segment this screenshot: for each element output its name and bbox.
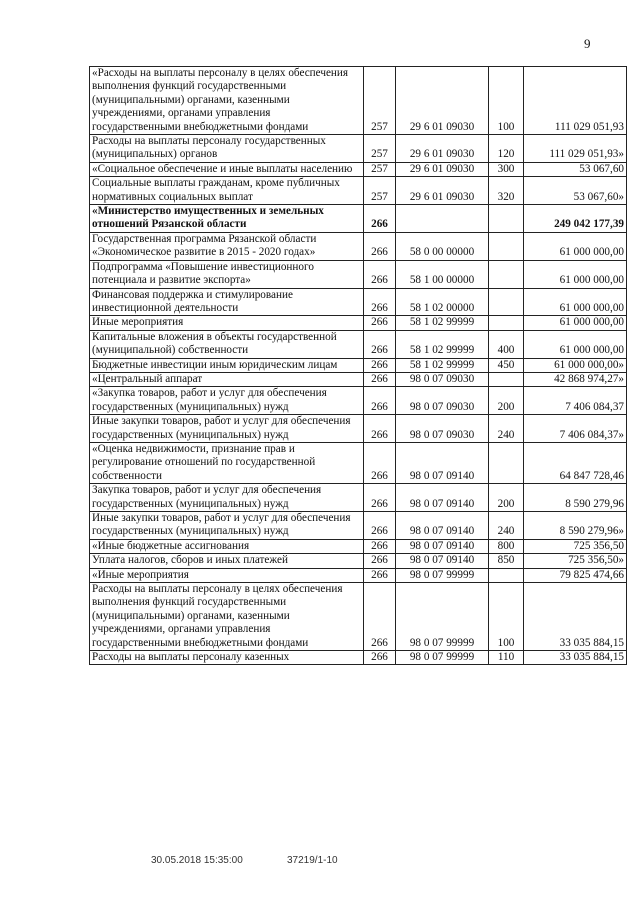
table-row	[90, 316, 627, 330]
row-ved: 266	[364, 330, 396, 358]
row-sum: 64 847 728,46	[524, 442, 627, 483]
page-number: 9	[584, 36, 591, 51]
row-vr	[489, 442, 524, 483]
row-csr: 98 0 07 99999	[396, 651, 489, 665]
table-row	[90, 260, 627, 288]
row-vr	[489, 232, 524, 260]
row-sum: 7 406 084,37	[524, 387, 627, 415]
row-ved: 266	[364, 415, 396, 443]
row-name: «Оценка недвижимости, признание прав и регулирование отношений по государственной собственности	[90, 442, 364, 483]
row-name: Расходы на выплаты персоналу казенных	[90, 651, 364, 665]
row-vr	[489, 372, 524, 386]
row-sum: 111 029 051,93»	[524, 135, 627, 163]
budget-table	[89, 66, 627, 665]
table-row	[90, 135, 627, 163]
row-sum: 33 035 884,15	[524, 651, 627, 665]
row-vr: 300	[489, 162, 524, 176]
row-sum: 8 590 279,96»	[524, 512, 627, 540]
row-csr: 29 6 01 09030	[396, 162, 489, 176]
row-vr	[489, 288, 524, 316]
row-ved: 266	[364, 372, 396, 386]
row-vr: 100	[489, 67, 524, 135]
row-name: Иные закупки товаров, работ и услуг для обеспечения государственных (муниципальных) нужд	[90, 415, 364, 443]
row-vr: 100	[489, 583, 524, 651]
row-csr: 58 0 00 00000	[396, 232, 489, 260]
row-name: «Закупка товаров, работ и услуг для обеспечения государственных (муниципальных) нужд	[90, 387, 364, 415]
row-csr: 98 0 07 09140	[396, 484, 489, 512]
row-name: «Расходы на выплаты персоналу в целях обеспечения выполнения функций государственными (муниципальными) органами, казенными учреждениями, органами управления государственными внебюджетными фондами	[90, 67, 364, 135]
row-csr: 29 6 01 09030	[396, 177, 489, 205]
row-sum: 61 000 000,00	[524, 330, 627, 358]
row-name: «Иные мероприятия	[90, 568, 364, 582]
row-ved: 266	[364, 316, 396, 330]
row-sum: 725 356,50»	[524, 554, 627, 568]
footer-date: 30.05.2018 15:35:00	[151, 855, 243, 866]
footer-document-code: 37219/1-10	[287, 855, 338, 866]
row-sum: 53 067,60	[524, 162, 627, 176]
row-ved: 266	[364, 554, 396, 568]
table-row	[90, 583, 627, 651]
row-vr: 240	[489, 415, 524, 443]
row-ved: 257	[364, 177, 396, 205]
row-ved: 266	[364, 512, 396, 540]
row-ved: 266	[364, 568, 396, 582]
row-ved: 257	[364, 135, 396, 163]
row-sum: 42 868 974,27»	[524, 372, 627, 386]
row-name: Социальные выплаты гражданам, кроме публичных нормативных социальных выплат	[90, 177, 364, 205]
row-csr: 98 0 07 09030	[396, 415, 489, 443]
row-csr: 98 0 07 09140	[396, 539, 489, 553]
row-ved: 266	[364, 232, 396, 260]
row-name: «Министерство имущественных и земельных отношений Рязанской области	[90, 205, 364, 233]
row-sum: 8 590 279,96	[524, 484, 627, 512]
row-csr: 98 0 07 09030	[396, 372, 489, 386]
row-sum: 61 000 000,00	[524, 288, 627, 316]
row-vr: 850	[489, 554, 524, 568]
row-csr: 98 0 07 09140	[396, 512, 489, 540]
row-ved: 266	[364, 260, 396, 288]
row-vr: 320	[489, 177, 524, 205]
budget-table-body	[90, 67, 627, 665]
row-vr	[489, 260, 524, 288]
row-vr	[489, 316, 524, 330]
row-vr	[489, 205, 524, 233]
row-csr: 98 0 07 09140	[396, 442, 489, 483]
row-sum: 111 029 051,93	[524, 67, 627, 135]
row-name: «Социальное обеспечение и иные выплаты населению	[90, 162, 364, 176]
table-row-ministry	[90, 205, 627, 233]
row-sum: 33 035 884,15	[524, 583, 627, 651]
row-ved: 266	[364, 205, 396, 233]
row-csr: 29 6 01 09030	[396, 67, 489, 135]
row-name: Расходы на выплаты персоналу государственных (муниципальных) органов	[90, 135, 364, 163]
row-csr: 58 1 00 00000	[396, 260, 489, 288]
table-row	[90, 568, 627, 582]
table-row	[90, 415, 627, 443]
row-name: Иные мероприятия	[90, 316, 364, 330]
row-vr: 120	[489, 135, 524, 163]
table-row	[90, 177, 627, 205]
row-sum: 7 406 084,37»	[524, 415, 627, 443]
row-csr: 98 0 07 99999	[396, 568, 489, 582]
row-ved: 266	[364, 288, 396, 316]
row-vr: 110	[489, 651, 524, 665]
row-name: Иные закупки товаров, работ и услуг для обеспечения государственных (муниципальных) нужд	[90, 512, 364, 540]
row-ved: 266	[364, 651, 396, 665]
table-row	[90, 358, 627, 372]
row-name: Государственная программа Рязанской области «Экономическое развитие в 2015 - 2020 годах»	[90, 232, 364, 260]
row-sum: 61 000 000,00»	[524, 358, 627, 372]
row-csr: 58 1 02 00000	[396, 288, 489, 316]
row-vr: 400	[489, 330, 524, 358]
row-sum: 53 067,60»	[524, 177, 627, 205]
row-vr: 200	[489, 387, 524, 415]
table-row	[90, 539, 627, 553]
row-sum: 61 000 000,00	[524, 260, 627, 288]
row-csr	[396, 205, 489, 233]
row-name: Бюджетные инвестиции иным юридическим лицам	[90, 358, 364, 372]
table-row	[90, 554, 627, 568]
row-sum: 61 000 000,00	[524, 232, 627, 260]
row-name: «Центральный аппарат	[90, 372, 364, 386]
row-csr: 98 0 07 99999	[396, 583, 489, 651]
row-sum: 79 825 474,66	[524, 568, 627, 582]
row-ved: 266	[364, 539, 396, 553]
row-sum: 725 356,50	[524, 539, 627, 553]
row-vr: 800	[489, 539, 524, 553]
table-row	[90, 67, 627, 135]
row-name: Уплата налогов, сборов и иных платежей	[90, 554, 364, 568]
row-csr: 58 1 02 99999	[396, 316, 489, 330]
row-vr: 450	[489, 358, 524, 372]
table-row	[90, 232, 627, 260]
table-row	[90, 512, 627, 540]
table-row	[90, 372, 627, 386]
row-ved: 257	[364, 162, 396, 176]
row-name: Капитальные вложения в объекты государственной (муниципальной) собственности	[90, 330, 364, 358]
table-row	[90, 288, 627, 316]
row-sum: 249 042 177,39	[524, 205, 627, 233]
row-csr: 98 0 07 09030	[396, 387, 489, 415]
row-ved: 266	[364, 442, 396, 483]
row-vr	[489, 568, 524, 582]
table-row	[90, 162, 627, 176]
row-name: Расходы на выплаты персоналу в целях обеспечения выполнения функций государственными (муниципальными) органами, казенными учреждениями, органами управления государственными внебюджетными фондами	[90, 583, 364, 651]
row-ved: 266	[364, 358, 396, 372]
row-sum: 61 000 000,00	[524, 316, 627, 330]
table-row	[90, 387, 627, 415]
row-name: Закупка товаров, работ и услуг для обеспечения государственных (муниципальных) нужд	[90, 484, 364, 512]
row-csr: 58 1 02 99999	[396, 330, 489, 358]
row-name: Финансовая поддержка и стимулирование инвестиционной деятельности	[90, 288, 364, 316]
row-csr: 58 1 02 99999	[396, 358, 489, 372]
row-name: «Иные бюджетные ассигнования	[90, 539, 364, 553]
table-row	[90, 484, 627, 512]
row-ved: 266	[364, 583, 396, 651]
row-csr: 29 6 01 09030	[396, 135, 489, 163]
row-ved: 266	[364, 387, 396, 415]
row-vr: 200	[489, 484, 524, 512]
row-csr: 98 0 07 09140	[396, 554, 489, 568]
table-row	[90, 330, 627, 358]
row-name: Подпрограмма «Повышение инвестиционного потенциала и развитие экспорта»	[90, 260, 364, 288]
row-ved: 266	[364, 484, 396, 512]
row-ved: 257	[364, 67, 396, 135]
table-row	[90, 442, 627, 483]
row-vr: 240	[489, 512, 524, 540]
table-row	[90, 651, 627, 665]
